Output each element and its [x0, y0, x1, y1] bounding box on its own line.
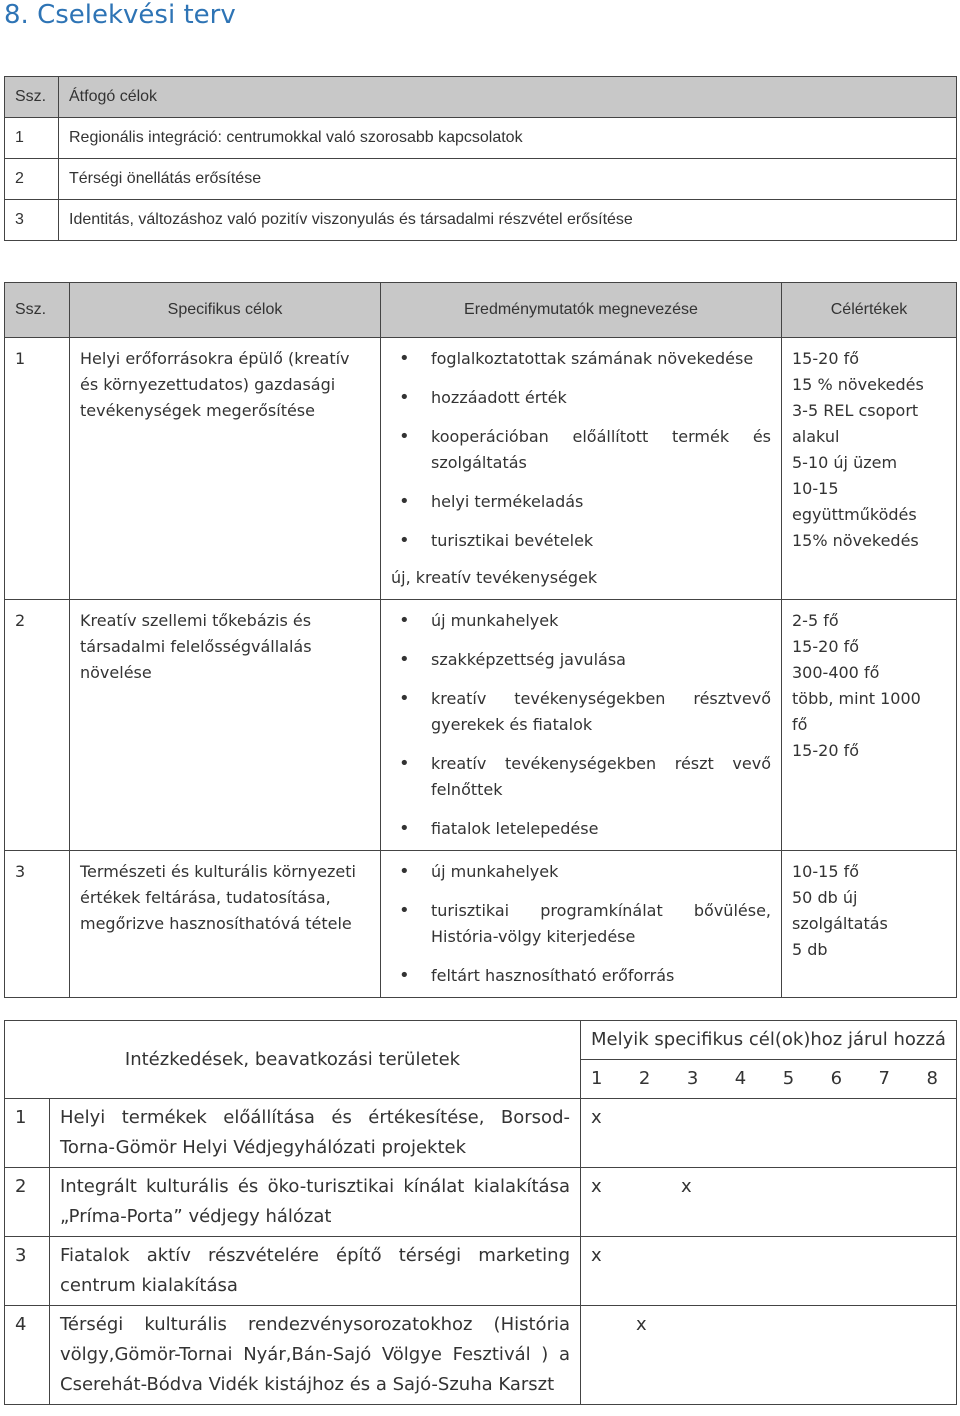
target-value: 5 db	[792, 940, 828, 959]
row-goal: Helyi erőforrásokra épülő (kreatív és környezettudatos) gazdasági tevékenységek megerősítése	[70, 338, 381, 600]
header-label: Átfogó célok	[59, 77, 957, 118]
mark	[681, 1241, 726, 1271]
mark: x	[591, 1107, 602, 1128]
target-value: 15-20 fő	[792, 741, 859, 760]
list-item: • kooperációban előállított termék és szolgáltatás	[391, 424, 771, 476]
table-row	[5, 200, 957, 241]
target-value: 2-5 fő	[792, 611, 839, 630]
table-row	[5, 338, 957, 600]
mark: x	[591, 1176, 602, 1197]
list-item: • foglalkoztatottak számának növekedése	[391, 346, 771, 372]
target-value: 50 db új	[792, 888, 858, 907]
row-num: 1	[5, 1099, 50, 1168]
table-row	[5, 600, 957, 851]
target-value: 15% növekedés	[792, 531, 919, 550]
target-value: fő	[792, 715, 808, 734]
table-row	[5, 1237, 957, 1306]
table-row	[5, 159, 957, 200]
indicator-extra: új, kreatív tevékenységek	[391, 568, 598, 587]
row-num: 1	[5, 338, 70, 600]
col-number: 3	[686, 1068, 699, 1089]
col-number: 8	[926, 1068, 938, 1089]
target-value: 3-5 REL csoport	[792, 401, 919, 420]
table-row	[5, 851, 957, 998]
table-row	[5, 1168, 957, 1237]
mark	[636, 1241, 681, 1271]
row-targets	[782, 600, 957, 851]
list-item: • új munkahelyek	[391, 608, 771, 634]
list-item: • új munkahelyek	[391, 859, 771, 885]
mark	[681, 1103, 726, 1133]
header-cols	[581, 1060, 957, 1099]
col-number: 1	[591, 1068, 603, 1089]
target-value: alakul	[792, 427, 840, 446]
mark: x	[681, 1176, 692, 1197]
header-num: Ssz.	[5, 283, 70, 338]
target-value: 15-20 fő	[792, 349, 859, 368]
list-item: • szakképzettség javulása	[391, 647, 771, 673]
target-value: 10-15 fő	[792, 862, 859, 881]
target-value: szolgáltatás	[792, 914, 888, 933]
table-header-row	[5, 1021, 957, 1060]
target-value: 10-15	[792, 479, 839, 498]
row-num: 3	[5, 1237, 50, 1306]
table-header-row	[5, 283, 957, 338]
target-value: 15 % növekedés	[792, 375, 924, 394]
header-num: Ssz.	[5, 77, 59, 118]
row-indicators	[381, 851, 782, 998]
col-number: 2	[638, 1068, 651, 1089]
specific-goals-table	[4, 282, 957, 998]
row-num: 1	[5, 118, 59, 159]
target-value: 300-400 fő	[792, 663, 880, 682]
header-indicators: Eredménymutatók megnevezése	[381, 283, 782, 338]
target-value: együttműködés	[792, 505, 917, 524]
row-measure: Térségi kulturális rendezvénysorozatokhoz (História völgy,Gömör-Tornai Nyár,Bán-Sajó Völgye Fesztivál ) a Cserehát-Bódva Vidék kistájhoz és a Sajó-Szuha Karszt	[50, 1306, 581, 1405]
target-value: 15-20 fő	[792, 637, 859, 656]
row-measure: Helyi termékek előállítása és értékesítése, Borsod-Torna-Gömör Helyi Védjegyhálózati projektek	[50, 1099, 581, 1168]
header-measures: Intézkedések, beavatkozási területek	[5, 1021, 581, 1099]
row-goal: Természeti és kulturális környezeti értékek feltárása, tudatosítása, megőrizve hasznosíthatóvá tétele	[70, 851, 381, 998]
row-text: Térségi önellátás erősítése	[59, 159, 957, 200]
mark	[636, 1172, 681, 1202]
list-item: • feltárt hasznosítható erőforrás	[391, 963, 771, 989]
col-number: 7	[878, 1068, 890, 1089]
col-number: 6	[830, 1068, 843, 1089]
mark: x	[636, 1314, 647, 1335]
row-num: 3	[5, 200, 59, 241]
row-targets	[782, 851, 957, 998]
page-title: 8. Cselekvési terv	[4, 0, 236, 30]
mark	[591, 1310, 636, 1340]
overall-goals-table	[4, 76, 957, 241]
header-goals: Specifikus célok	[70, 283, 381, 338]
target-value: több, mint 1000	[792, 689, 921, 708]
row-num: 4	[5, 1306, 50, 1405]
row-measure: Fiatalok aktív részvételére építő térségi marketing centrum kialakítása	[50, 1237, 581, 1306]
header-contrib: Melyik specifikus cél(ok)hoz járul hozzá	[581, 1021, 957, 1060]
measures-table	[4, 1020, 957, 1405]
table-row	[5, 1306, 957, 1405]
row-measure: Integrált kulturális és öko-turisztikai kínálat kialakítása „Príma-Porta” védjegy hálózat	[50, 1168, 581, 1237]
row-marks	[581, 1237, 957, 1306]
row-text: Identitás, változáshoz való pozitív viszonyulás és társadalmi részvétel erősítése	[59, 200, 957, 241]
row-marks	[581, 1306, 957, 1405]
row-num: 2	[5, 600, 70, 851]
list-item: • hozzáadott érték	[391, 385, 771, 411]
mark	[681, 1310, 726, 1340]
row-marks	[581, 1168, 957, 1237]
table-row	[5, 1099, 957, 1168]
mark: x	[591, 1245, 602, 1266]
list-item: • kreatív tevékenységekben részt vevő felnőttek	[391, 751, 771, 803]
target-value: 5-10 új üzem	[792, 453, 898, 472]
row-targets	[782, 338, 957, 600]
list-item: • turisztikai bevételek	[391, 528, 771, 554]
table-row	[5, 118, 957, 159]
col-number: 5	[782, 1068, 795, 1089]
list-item: • helyi termékeladás	[391, 489, 771, 515]
row-num: 2	[5, 1168, 50, 1237]
row-text: Regionális integráció: centrumokkal való szorosabb kapcsolatok	[59, 118, 957, 159]
mark	[636, 1103, 681, 1133]
row-indicators	[381, 338, 782, 600]
row-indicators	[381, 600, 782, 851]
table-header-row	[5, 77, 957, 118]
row-num: 3	[5, 851, 70, 998]
col-number: 4	[734, 1068, 747, 1089]
list-item: • fiatalok letelepedése	[391, 816, 771, 842]
list-item: • turisztikai programkínálat bővülése, História-völgy kiterjedése	[391, 898, 771, 950]
row-num: 2	[5, 159, 59, 200]
row-goal: Kreatív szellemi tőkebázis és társadalmi felelősségvállalás növelése	[70, 600, 381, 851]
list-item: • kreatív tevékenységekben résztvevő gyerekek és fiatalok	[391, 686, 771, 738]
row-marks	[581, 1099, 957, 1168]
header-targets: Célértékek	[782, 283, 957, 338]
